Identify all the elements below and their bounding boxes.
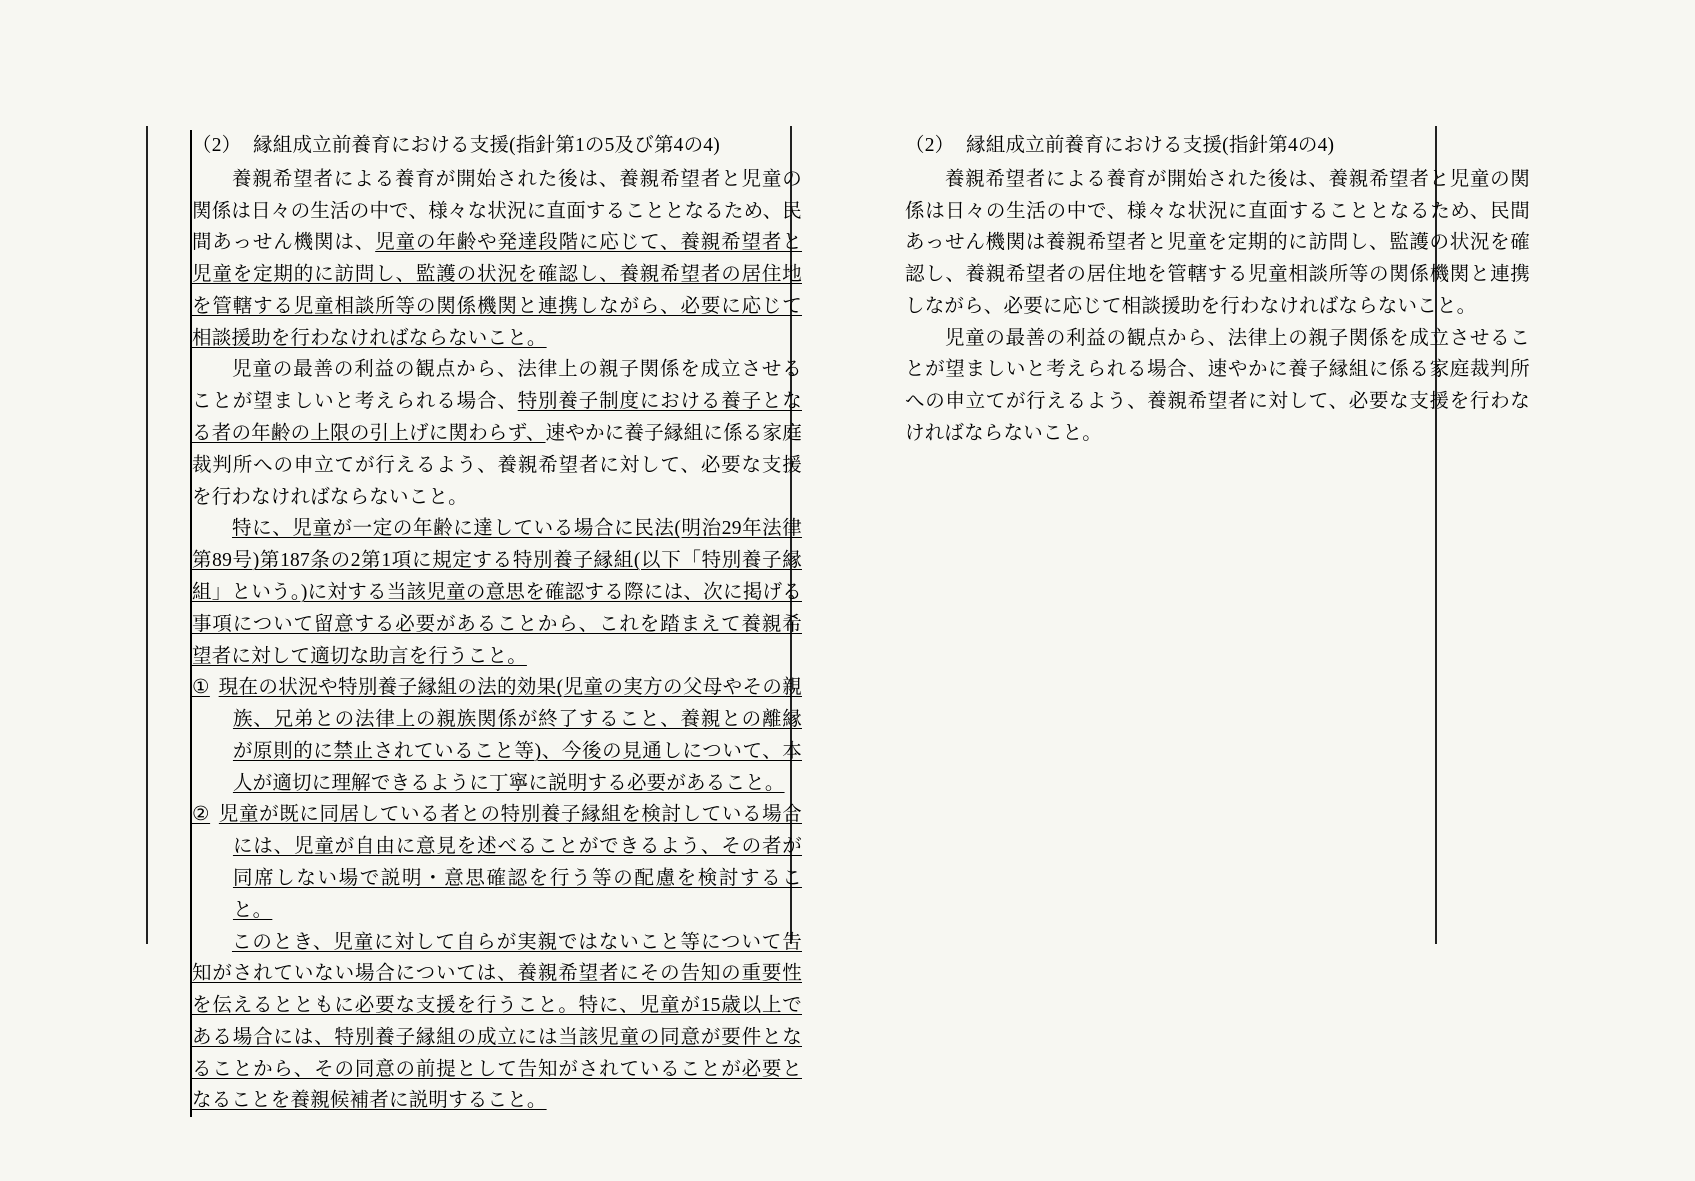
- left-column: [190, 130, 802, 1117]
- paragraph-2-text: 児童の最善の利益の観点から、法律上の親子関係を成立させることが望ましいと考えられる場合、速やかに養子縁組に係る家庭裁判所への申立てが行えるよう、養親希望者に対して、必要な支援を行わなければならないこと。: [905, 327, 1530, 445]
- left-column-heading: [192, 130, 802, 162]
- closing-paragraph: [192, 927, 802, 1118]
- heading-text: 縁組成立前養育における支援(指針第4の4): [966, 135, 1335, 156]
- paragraph-1-text: 養親希望者による養育が開始された後は、養親希望者と児童の関係は日々の生活の中で、様々な状況に直面することとなるため、民間あっせん機関は養親希望者と児童を定期的に訪問し、監護の状況を確認し、養親希望者の居住地を管轄する児童相談所等の関係機関と連携しながら、必要に応じて相談援助を行わなければならないこと。: [905, 168, 1530, 317]
- paragraph-2: [192, 354, 802, 513]
- paragraph-2-segment-3: 速やかに養子縁組に係る家庭裁判所への申立てが行えるよう、養親希望者に対して、必要な支援を行わなければならないこと。: [192, 423, 802, 508]
- list-item-text: 現在の状況や特別養子縁組の法的効果(児童の実方の父母やその親族、兄弟との法律上の親族関係が終了すること、養親との離縁が原則的に禁止されていること等)、今後の見通しについて、本人が適切に理解できるように丁寧に説明する必要があること。: [218, 677, 802, 794]
- paragraph-2-segment-2: 特別養子制度における養子となる者の年齢の上限の引上げに関わらず、: [192, 391, 802, 445]
- paragraph-1: [192, 164, 802, 355]
- paragraph-2-segment-1: 児童の最善の利益の観点から、法律上の親子関係を成立させることが望ましいと考えられる場合、: [192, 359, 802, 413]
- paragraph-3: [192, 513, 802, 672]
- right-column: [905, 130, 1530, 450]
- paragraph-1: [905, 164, 1530, 323]
- list-item-marker: ①: [192, 677, 210, 699]
- column-rule-left: [146, 126, 148, 944]
- heading-text: 縁組成立前養育における支援(指針第1の5及び第4の4): [253, 135, 720, 156]
- paragraph-2: [905, 323, 1530, 450]
- paragraph-1-segment-2: 児童の年齢や発達段階に応じて、養親希望者と児童を定期的に訪問し、監護の状況を確認し、養親希望者の居住地を管轄する児童相談所等の関係機関と連携しながら、必要に応じて相談援助を行わなければならないこと。: [192, 232, 803, 349]
- list-item-text: 児童が既に同居している者との特別養子縁組を検討している場合には、児童が自由に意見を述べることができるよう、その者が同席しない場で説明・意思確認を行う等の配慮を検討すること。: [218, 804, 802, 921]
- list-item-marker: ②: [192, 804, 211, 826]
- heading-number: （2）: [192, 135, 242, 156]
- paragraph-3-segment-1: 特に、児童が一定の年齢に達している場合に民法(明治29年法律第89号)第187条の2第1項に規定する特別養子縁組(以下「特別養子縁組」という。)に対する当該児童の意思を確認する際には、次に掲げる事項について留意する必要があることから、これを踏まえて養親希望者に対して適切な助言を行うこと。: [192, 518, 802, 667]
- list-item: [192, 799, 802, 926]
- right-column-heading: [905, 130, 1530, 162]
- heading-number: （2）: [905, 135, 955, 156]
- list-item: [192, 672, 802, 799]
- closing-paragraph-text: このとき、児童に対して自らが実親ではないこと等について告知がされていない場合については、養親希望者にその告知の重要性を伝えるとともに必要な支援を行うこと。特に、児童が15歳以上である場合には、特別養子縁組の成立には当該児童の同意が要件となることから、その同意の前提として告知がされていることが必要となることを養親候補者に説明すること。: [192, 931, 802, 1112]
- paragraph-1-segment-1: 養親希望者による養育が開始された後は、養親希望者と児童の関係は日々の生活の中で、様々な状況に直面することとなるため、民間あっせん機関は、: [192, 168, 802, 254]
